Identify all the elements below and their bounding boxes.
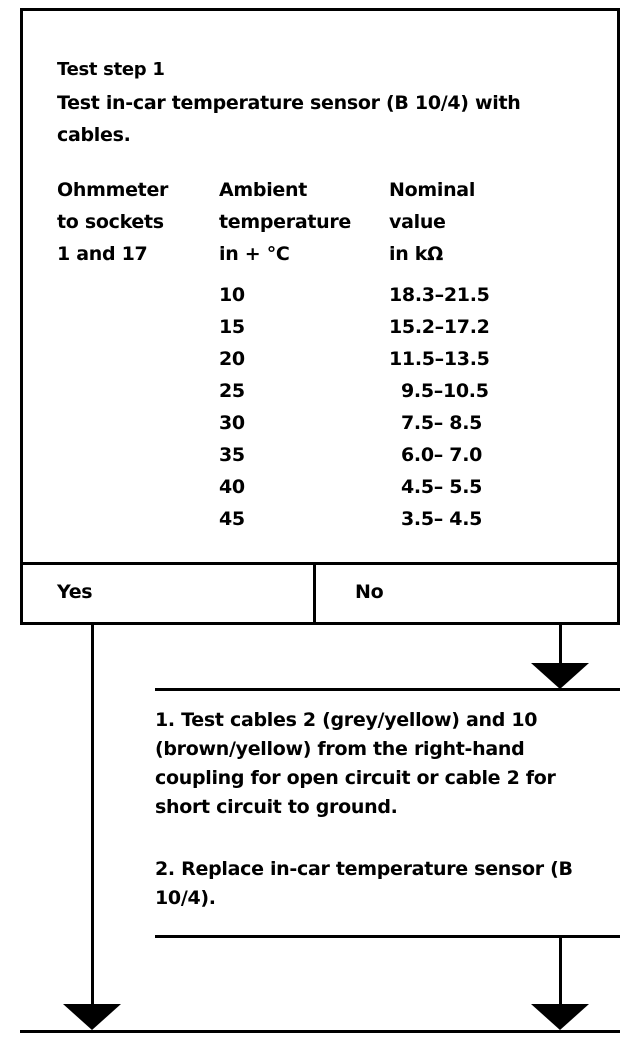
temperature-cell: 40 [219,476,245,498]
table-row [0,313,640,342]
nominal-value-cell: 11.5–13.5 [389,348,490,370]
nominal-value-cell: 7.5– 8.5 [401,412,483,434]
temperature-cell: 25 [219,380,245,402]
test-box-top-border [20,8,620,11]
ohmmeter-header-line3: 1 and 17 [57,243,148,265]
nominal-value-cell: 15.2–17.2 [389,316,490,338]
nominal-value-cell: 4.5– 5.5 [401,476,483,498]
no-branch-step-1: 1. Test cables 2 (grey/yellow) and 10 (brown/yellow) from the right-hand coupling for open circuit or cable 2 for short circuit to ground. [155,709,556,818]
table-row [0,441,640,470]
test-description-line1: Test in-car temperature sensor (B 10/4) with [57,92,521,114]
nominal-value-cell: 3.5– 4.5 [401,508,483,530]
test-box-bottom-border [20,622,620,625]
ambient-header-line3: in + °C [219,243,290,265]
test-step-title: Test step 1 [57,59,165,80]
temperature-cell: 20 [219,348,245,370]
temperature-cell: 15 [219,316,245,338]
no-branch-step-2: 2. Replace in-car temperature sensor (B 10/4). [155,858,573,909]
temperature-cell: 35 [219,444,245,466]
table-row [0,473,640,502]
no-flow-arrow-bottom [531,1004,589,1030]
test-description-line2: cables. [57,124,131,146]
nominal-value-cell: 6.0– 7.0 [401,444,483,466]
no-flow-line-top [559,625,562,665]
yes-flow-line [91,625,94,1007]
nominal-header-line2: value [389,211,446,233]
ambient-header-line1: Ambient [219,179,308,201]
no-label: No [355,581,384,603]
no-flow-line-bottom [559,938,562,1007]
no-branch-bottom-rule [155,935,620,938]
table-row [0,377,640,406]
nominal-value-cell: 9.5–10.5 [401,380,489,402]
nominal-header-line1: Nominal [389,179,476,201]
temperature-cell: 45 [219,508,245,530]
table-row [0,281,640,310]
temperature-cell: 30 [219,412,245,434]
yes-label: Yes [57,581,93,603]
ambient-header-line2: temperature [219,211,352,233]
yes-no-divider [313,562,316,625]
test-box-divider [20,562,620,565]
no-flow-arrow-top [531,663,589,689]
ohmmeter-header-line2: to sockets [57,211,164,233]
nominal-value-cell: 18.3–21.5 [389,284,490,306]
yes-flow-arrow [63,1004,121,1030]
no-branch-top-rule [155,688,620,691]
next-box-top-border [20,1030,620,1033]
nominal-header-line3: in kΩ [389,243,443,265]
table-row [0,409,640,438]
table-row [0,345,640,374]
table-row [0,505,640,534]
temperature-cell: 10 [219,284,245,306]
ohmmeter-header-line1: Ohmmeter [57,179,169,201]
